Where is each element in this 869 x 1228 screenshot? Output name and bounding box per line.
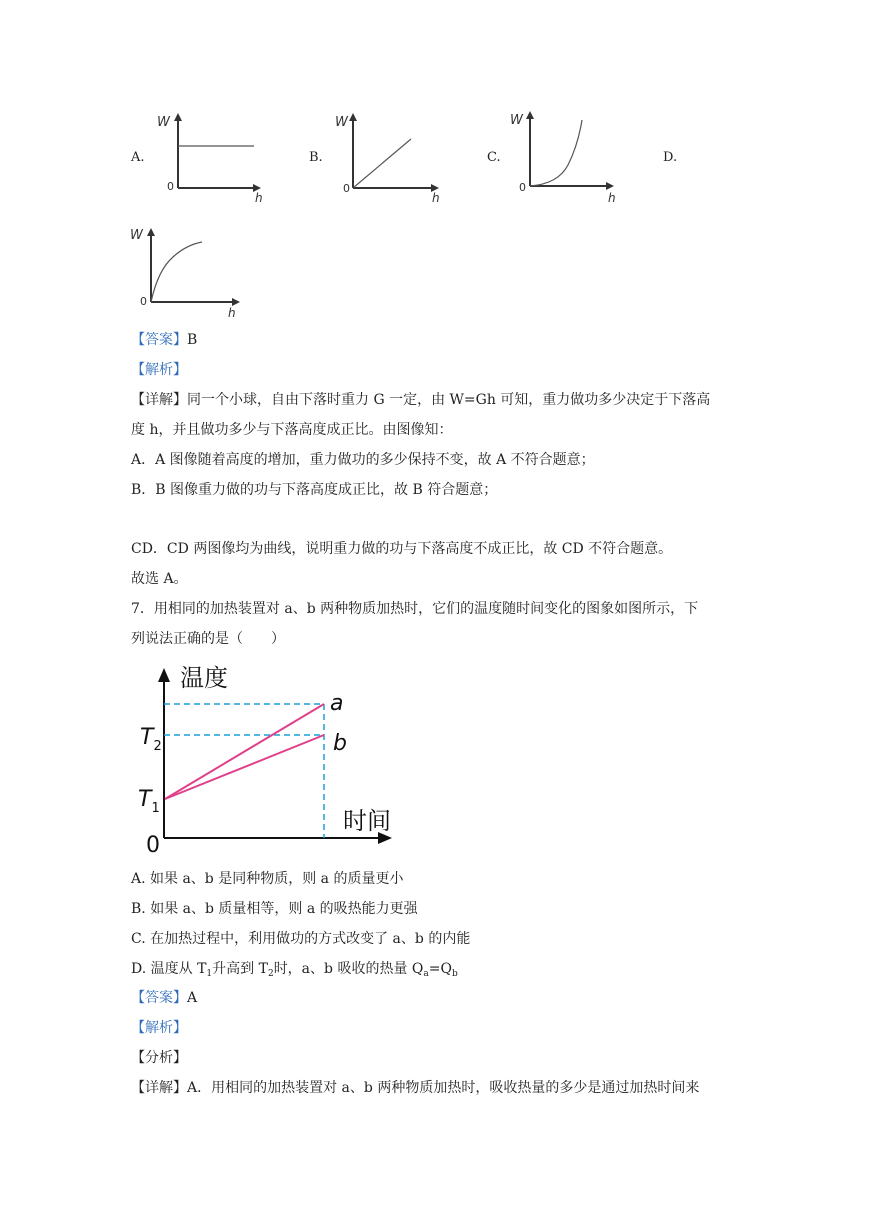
y-axis-label: W [130, 228, 143, 243]
curve-linear [353, 139, 411, 188]
series-a-line [165, 704, 324, 799]
x-axis-label: h [228, 306, 236, 320]
option-b-graph [333, 110, 443, 205]
q7-option-a: A. 如果 a、b 是同种物质，则 a 的质量更小 [131, 871, 404, 887]
series-a-label: a [330, 691, 344, 716]
option-a-graph [155, 110, 265, 205]
series-b-label: b [333, 731, 347, 756]
tick-label-t2: $T_2$ [140, 725, 162, 754]
q7-stem-line-1: 7．用相同的加热装置对 a、b 两种物质加热时，它们的温度随时间变化的图象如图所示，下 [131, 601, 699, 617]
tick-label-t1: $T_1$ [138, 787, 160, 816]
origin-label: 0 [167, 180, 174, 193]
q7-fenxi-tag: 【分析】 [131, 1050, 187, 1066]
q6-conclusion: 故选 A。 [131, 571, 188, 587]
option-d-label: D. [663, 150, 678, 165]
y-axis-arrow [158, 668, 170, 682]
y-axis-label: W [335, 115, 348, 130]
y-axis-label: W [157, 115, 170, 130]
option-c-label: C. [487, 150, 501, 165]
y-axis-label: W [510, 113, 523, 128]
option-d-graph [128, 225, 243, 320]
temperature-time-chart [130, 660, 400, 860]
option-c-graph [508, 110, 618, 205]
q6-answer [131, 331, 197, 349]
q6-detail-line-2: 度 h，并且做功多少与下落高度成正比。由图像知： [131, 422, 453, 438]
q7-detail-line-1 [131, 1079, 699, 1097]
q6-detail-line-1 [131, 391, 710, 409]
q7-option-d: D. 温度从 $T_1$升高到 $T_2$时，a、b 吸收的热量 $Q_a=Q_b$ [131, 961, 458, 979]
q7-stem-line-2: 列说法正确的是（ ） [131, 631, 285, 647]
y-axis-label: 温度 [180, 664, 228, 692]
x-axis-label: h [608, 191, 616, 205]
answer-tag: 【答案】 [131, 990, 187, 1006]
q7-analysis-tag: 【解析】 [131, 1020, 187, 1036]
curve-concave-down [151, 242, 202, 302]
curve-convex-up [530, 120, 582, 186]
x-axis-label: 时间 [343, 807, 391, 835]
q6-line-b: B．B 图像重力做的功与下落高度成正比，故 B 符合题意； [131, 482, 498, 498]
answer-value: A [187, 990, 198, 1006]
origin-label: 0 [146, 833, 160, 858]
q7-option-c: C. 在加热过程中，利用做功的方式改变了 a、b 的内能 [131, 931, 471, 947]
series-b-line [165, 735, 324, 799]
origin-label: 0 [519, 181, 526, 194]
detail-tag: 【详解】 [131, 1080, 187, 1096]
origin-label: 0 [140, 295, 147, 308]
option-a-label: A. [131, 150, 145, 165]
x-axis-label: h [432, 191, 440, 205]
x-axis-label: h [255, 191, 263, 205]
q6-line-cd: CD．CD 两图像均为曲线，说明重力做的功与下落高度不成正比，故 CD 不符合题意。 [131, 541, 673, 557]
q6-line-a: A．A 图像随着高度的增加，重力做功的多少保持不变，故 A 不符合题意； [131, 452, 595, 468]
answer-tag: 【答案】 [131, 332, 187, 348]
q6-analysis-tag: 【解析】 [131, 362, 187, 378]
detail-tag: 【详解】 [131, 392, 187, 408]
answer-value: B [187, 332, 198, 348]
detail-text: 同一个小球，自由下落时重力 G 一定，由 W=Gh 可知，重力做功多少决定于下落高 [187, 392, 711, 408]
origin-label: 0 [343, 182, 350, 195]
q7-answer [131, 989, 197, 1007]
detail-text: A．用相同的加热装置对 a、b 两种物质加热时，吸收热量的多少是通过加热时间来 [187, 1080, 700, 1096]
option-b-label: B. [309, 150, 323, 165]
q7-option-b: B. 如果 a、b 质量相等，则 a 的吸热能力更强 [131, 901, 418, 917]
